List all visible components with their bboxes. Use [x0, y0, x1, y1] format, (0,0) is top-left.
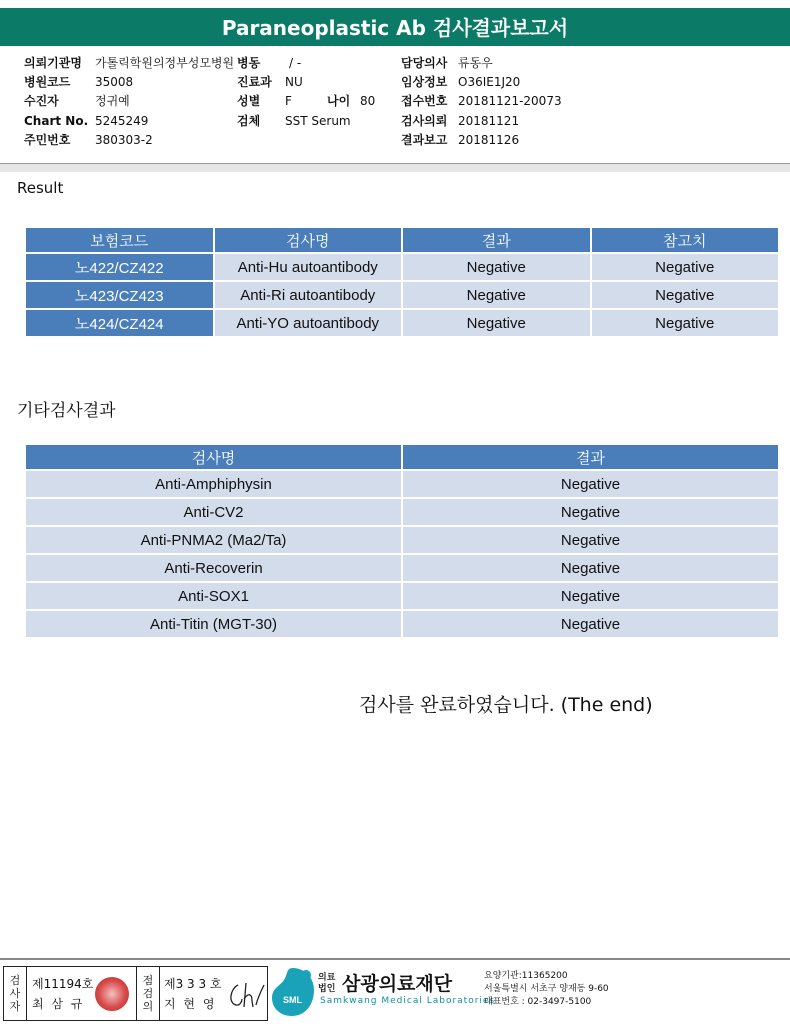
info-value-report-date: 20181126 [458, 133, 520, 147]
confirmer-name: 지 현 영 [164, 997, 217, 1011]
test-name-cell: Anti-Recoverin [26, 555, 401, 581]
info-label: 결과보고 [401, 133, 448, 147]
table-row [26, 583, 778, 609]
info-label: Chart No. [24, 114, 89, 128]
info-label: 병동 [237, 56, 261, 70]
result-cell: Negative [403, 282, 590, 308]
sml-logo-icon [270, 966, 316, 1018]
info-value-institution: 가톨릭학원의정부성모병원 [95, 56, 235, 70]
info-value-hospital-code: 35008 [95, 75, 134, 89]
test-name-cell: Anti-Ri autoantibody [215, 282, 402, 308]
info-value-chart-no: 5245249 [95, 114, 149, 128]
examiner-seal-icon [95, 977, 129, 1011]
examiner-vertical-label: 검 사 자 [4, 967, 27, 1020]
footer-divider [0, 958, 790, 960]
result-cell: Negative [403, 583, 778, 609]
header-band [0, 164, 790, 172]
info-label: 검체 [237, 114, 261, 128]
info-label: 수진자 [24, 94, 59, 108]
info-label: 담당의사 [401, 56, 448, 70]
info-value-patient: 정귀예 [95, 94, 130, 108]
report-title: Paraneoplastic Ab 검사결과보고서 [0, 8, 790, 46]
table-row [26, 471, 778, 497]
test-name-cell: Anti-PNMA2 (Ma2/Ta) [26, 527, 401, 553]
result-cell: Negative [403, 254, 590, 280]
info-value-sex: F [285, 94, 292, 108]
test-name-cell: Anti-YO autoantibody [215, 310, 402, 336]
info-label: 나이 [327, 94, 351, 108]
info-value-age: 80 [360, 94, 376, 108]
insurance-code-cell: 노422/CZ422 [26, 254, 213, 280]
info-label: 접수번호 [401, 94, 448, 108]
test-name-cell: Anti-SOX1 [26, 583, 401, 609]
column-header: 결과 [403, 445, 778, 469]
reference-cell: Negative [592, 254, 779, 280]
info-label: 성별 [237, 94, 261, 108]
table-row [26, 310, 778, 336]
column-header: 검사명 [215, 228, 402, 252]
info-value-specimen: SST Serum [285, 114, 351, 128]
examiner-license: 제11194호 [32, 977, 94, 991]
result-cell: Negative [403, 611, 778, 637]
org-name: 삼광의료재단 [342, 973, 453, 995]
info-label: 주민번호 [24, 133, 71, 147]
info-value-department: NU [285, 75, 303, 89]
info-value-receipt-no: 20181121-20073 [458, 94, 562, 108]
org-contact-info: 요양기관:11365200 서울특별시 서초구 양재동 9-60 대표번호 : 02-3497-5100 [484, 971, 609, 1007]
info-label: 검사의뢰 [401, 114, 448, 128]
other-results-heading: 기타검사결과 [17, 401, 116, 421]
test-name-cell: Anti-CV2 [26, 499, 401, 525]
result-cell: Negative [403, 527, 778, 553]
other-results-table [24, 443, 780, 639]
info-label: 의뢰기관명 [24, 56, 82, 70]
result-heading: Result [17, 179, 64, 197]
info-value-doctor: 류동우 [458, 56, 493, 70]
test-name-cell: Anti-Titin (MGT-30) [26, 611, 401, 637]
result-cell: Negative [403, 555, 778, 581]
table-row [26, 611, 778, 637]
result-cell: Negative [403, 471, 778, 497]
result-cell: Negative [403, 310, 590, 336]
confirmer-license: 제3 3 3 호 [164, 977, 222, 991]
reference-cell: Negative [592, 282, 779, 308]
org-english-name: Samkwang Medical Laboratories [320, 996, 496, 1006]
info-value-ward: / - [289, 56, 302, 70]
insurance-code-cell: 노423/CZ423 [26, 282, 213, 308]
column-header: 결과 [403, 228, 590, 252]
org-type: 의료 법인 [318, 973, 336, 994]
insurance-code-cell: 노424/CZ424 [26, 310, 213, 336]
test-name-cell: Anti-Amphiphysin [26, 471, 401, 497]
signature-box [3, 966, 268, 1021]
confirmer-vertical-label: 점 검 의 [137, 967, 160, 1020]
table-row [26, 282, 778, 308]
table-row [26, 555, 778, 581]
info-label: 병원코드 [24, 75, 71, 89]
column-header: 참고치 [592, 228, 779, 252]
table-row [26, 254, 778, 280]
result-cell: Negative [403, 499, 778, 525]
test-name-cell: Anti-Hu autoantibody [215, 254, 402, 280]
sml-logo-text: SML [283, 995, 302, 1005]
info-label: 임상정보 [401, 75, 448, 89]
end-message: 검사를 완료하였습니다. (The end) [359, 694, 653, 716]
table-row [26, 527, 778, 553]
result-table [24, 226, 780, 338]
info-value-resident-no: 380303-2 [95, 133, 153, 147]
table-row [26, 499, 778, 525]
info-value-clinical-info: O36IE1J20 [458, 75, 521, 89]
info-value-request-date: 20181121 [458, 114, 520, 128]
handwritten-signature-icon [226, 979, 266, 1011]
reference-cell: Negative [592, 310, 779, 336]
column-header: 보험코드 [26, 228, 213, 252]
info-label: 진료과 [237, 75, 272, 89]
examiner-name: 최 삼 규 [32, 997, 85, 1011]
column-header: 검사명 [26, 445, 401, 469]
